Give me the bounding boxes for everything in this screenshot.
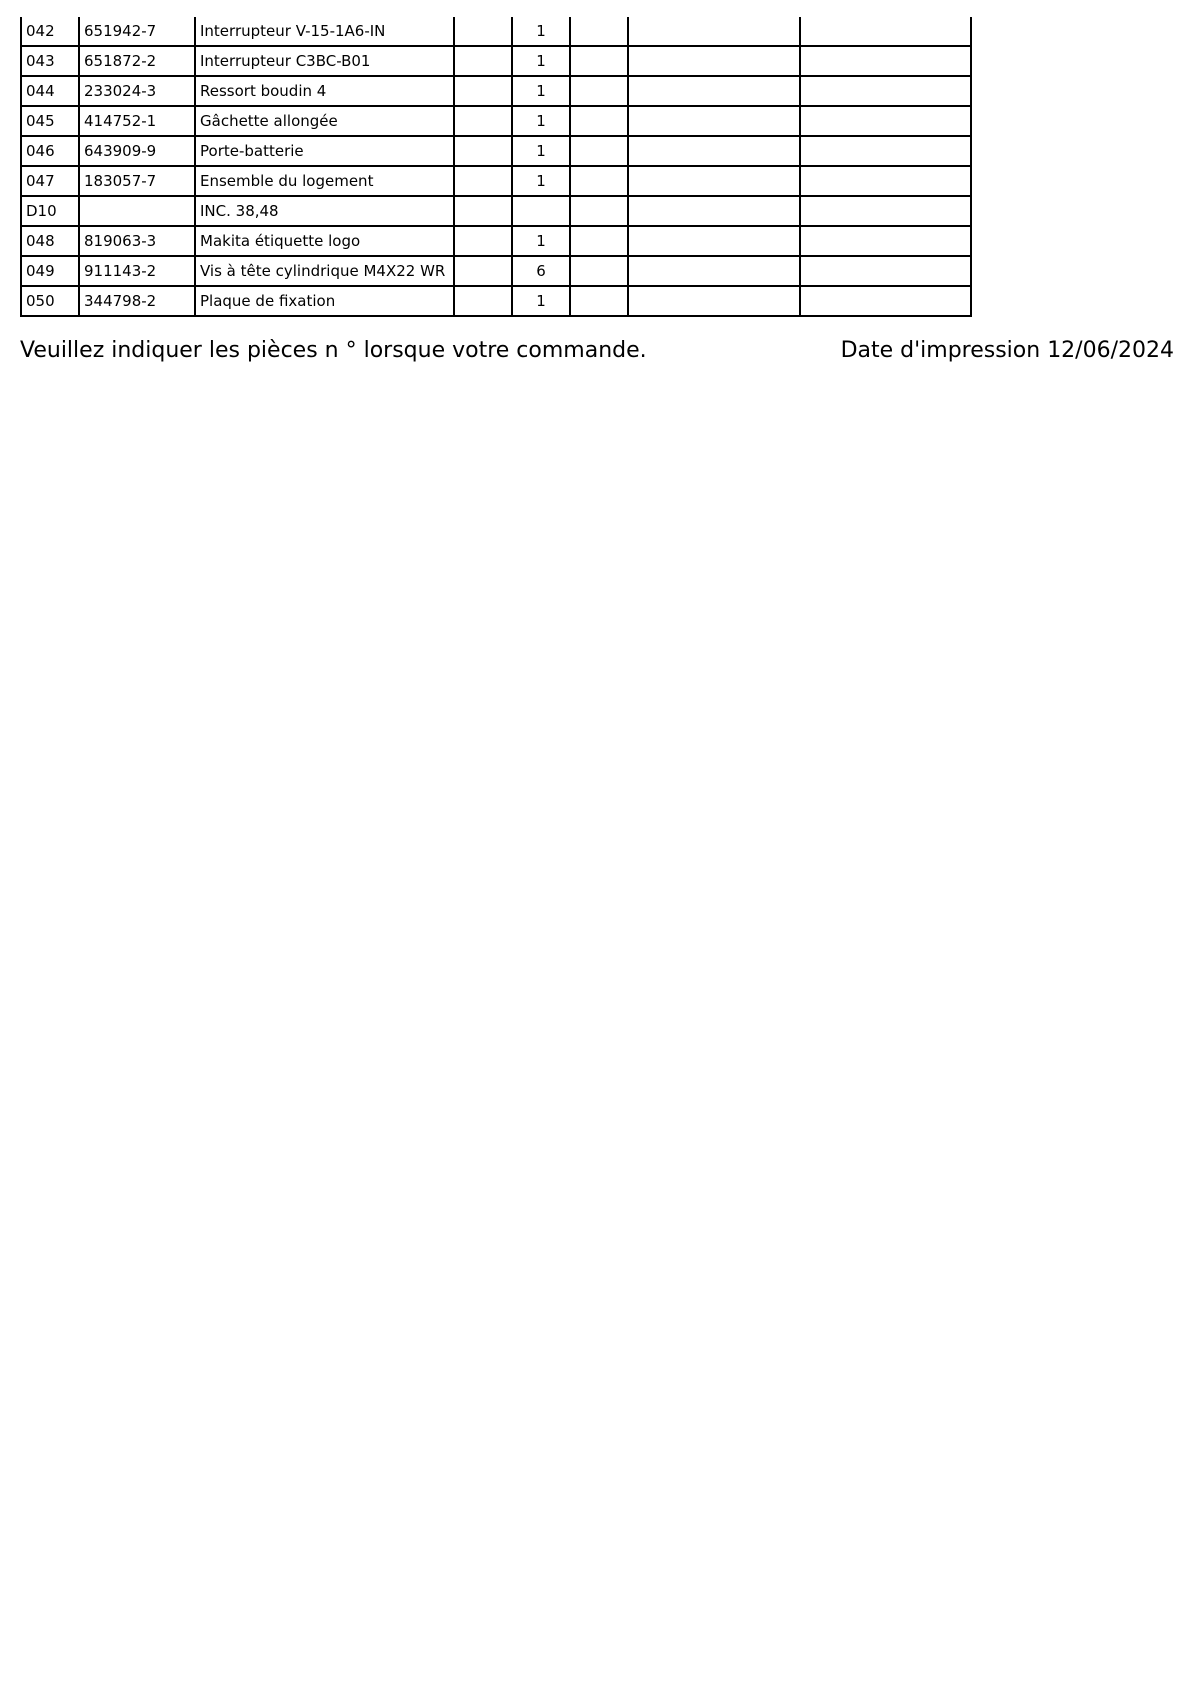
item-number-cell: D10 <box>21 196 79 226</box>
table-row <box>21 166 971 196</box>
item-number-cell: 049 <box>21 256 79 286</box>
empty-cell <box>800 46 971 76</box>
empty-cell <box>570 136 628 166</box>
empty-cell <box>454 226 512 256</box>
part-number-cell: 651942-7 <box>79 17 195 46</box>
quantity-cell: 1 <box>512 46 570 76</box>
empty-cell <box>570 17 628 46</box>
description-cell: Plaque de fixation <box>195 286 454 316</box>
empty-cell <box>800 17 971 46</box>
empty-cell <box>628 106 800 136</box>
part-number-cell: 183057-7 <box>79 166 195 196</box>
empty-cell <box>800 256 971 286</box>
description-cell: INC. 38,48 <box>195 196 454 226</box>
table-row <box>21 76 971 106</box>
table-row <box>21 106 971 136</box>
empty-cell <box>454 136 512 166</box>
description-cell: Makita étiquette logo <box>195 226 454 256</box>
quantity-cell: 1 <box>512 166 570 196</box>
quantity-cell: 1 <box>512 226 570 256</box>
description-cell: Ensemble du logement <box>195 166 454 196</box>
empty-cell <box>628 256 800 286</box>
description-cell: Ressort boudin 4 <box>195 76 454 106</box>
table-row <box>21 256 971 286</box>
item-number-cell: 048 <box>21 226 79 256</box>
quantity-cell: 1 <box>512 286 570 316</box>
item-number-cell: 047 <box>21 166 79 196</box>
description-cell: Interrupteur C3BC-B01 <box>195 46 454 76</box>
empty-cell <box>454 17 512 46</box>
empty-cell <box>570 46 628 76</box>
item-number-cell: 044 <box>21 76 79 106</box>
empty-cell <box>454 256 512 286</box>
part-number-cell: 911143-2 <box>79 256 195 286</box>
quantity-cell: 6 <box>512 256 570 286</box>
item-number-cell: 050 <box>21 286 79 316</box>
empty-cell <box>628 196 800 226</box>
empty-cell <box>454 106 512 136</box>
table-row <box>21 46 971 76</box>
item-number-cell: 043 <box>21 46 79 76</box>
empty-cell <box>454 46 512 76</box>
empty-cell <box>800 286 971 316</box>
part-number-cell: 643909-9 <box>79 136 195 166</box>
description-cell: Porte-batterie <box>195 136 454 166</box>
empty-cell <box>628 17 800 46</box>
empty-cell <box>628 76 800 106</box>
print-date: Date d'impression 12/06/2024 <box>840 338 1174 363</box>
empty-cell <box>800 106 971 136</box>
part-number-cell: 651872-2 <box>79 46 195 76</box>
empty-cell <box>570 256 628 286</box>
parts-table-body <box>21 17 971 316</box>
empty-cell <box>628 166 800 196</box>
item-number-cell: 045 <box>21 106 79 136</box>
empty-cell <box>800 226 971 256</box>
table-row <box>21 196 971 226</box>
part-number-cell <box>79 196 195 226</box>
table-row <box>21 17 971 46</box>
quantity-cell: 1 <box>512 106 570 136</box>
empty-cell <box>628 226 800 256</box>
item-number-cell: 042 <box>21 17 79 46</box>
empty-cell <box>570 106 628 136</box>
description-cell: Vis à tête cylindrique M4X22 WR <box>195 256 454 286</box>
part-number-cell: 233024-3 <box>79 76 195 106</box>
order-instruction-note: Veuillez indiquer les pièces n ° lorsque votre commande. <box>20 338 647 363</box>
empty-cell <box>454 166 512 196</box>
parts-table <box>20 17 972 317</box>
empty-cell <box>570 226 628 256</box>
description-cell: Interrupteur V-15-1A6-IN <box>195 17 454 46</box>
empty-cell <box>628 46 800 76</box>
table-row <box>21 226 971 256</box>
empty-cell <box>570 286 628 316</box>
table-row <box>21 286 971 316</box>
table-row <box>21 136 971 166</box>
empty-cell <box>570 196 628 226</box>
quantity-cell <box>512 196 570 226</box>
empty-cell <box>570 166 628 196</box>
empty-cell <box>800 166 971 196</box>
empty-cell <box>800 196 971 226</box>
empty-cell <box>570 76 628 106</box>
empty-cell <box>454 286 512 316</box>
empty-cell <box>628 286 800 316</box>
description-cell: Gâchette allongée <box>195 106 454 136</box>
quantity-cell: 1 <box>512 17 570 46</box>
part-number-cell: 414752-1 <box>79 106 195 136</box>
empty-cell <box>800 136 971 166</box>
item-number-cell: 046 <box>21 136 79 166</box>
empty-cell <box>454 196 512 226</box>
empty-cell <box>628 136 800 166</box>
empty-cell <box>800 76 971 106</box>
quantity-cell: 1 <box>512 76 570 106</box>
part-number-cell: 344798-2 <box>79 286 195 316</box>
empty-cell <box>454 76 512 106</box>
part-number-cell: 819063-3 <box>79 226 195 256</box>
quantity-cell: 1 <box>512 136 570 166</box>
